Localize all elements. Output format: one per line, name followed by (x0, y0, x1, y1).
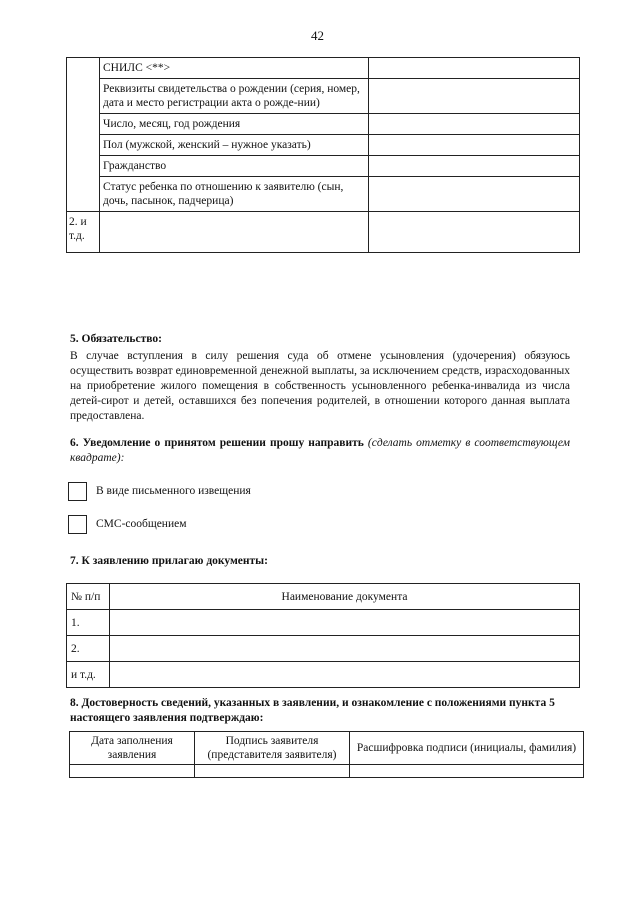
option-sms-label: СМС-сообщением (96, 518, 187, 530)
field-label-birth-certificate: Реквизиты свидетельства о рождении (серия, номер, дата и место регистрации акта о рожде-нии) (100, 79, 369, 114)
field-value-snils[interactable] (369, 58, 580, 79)
signature-table (69, 731, 584, 778)
field-label-citizenship: Гражданство (100, 156, 369, 177)
column-header-number: № п/п (67, 584, 110, 610)
field-value-citizenship[interactable] (369, 156, 580, 177)
table-header-row (67, 584, 580, 610)
section6-note: (сделать отметку в соответствующем квадрате): (70, 437, 570, 464)
table-row (70, 765, 584, 778)
table-row (67, 212, 580, 253)
signature-input-cell[interactable] (195, 765, 350, 778)
table-row (67, 58, 580, 79)
field-label-sex: Пол (мужской, женский – нужное указать) (100, 135, 369, 156)
table-row (67, 636, 580, 662)
column-header-date: Дата заполнения заявления (70, 732, 195, 765)
table-header-row (70, 732, 584, 765)
document-name-cell[interactable] (110, 662, 580, 688)
field-value-birth-certificate[interactable] (369, 79, 580, 114)
column-header-document-name: Наименование документа (110, 584, 580, 610)
option-written-notice-label: В виде письменного извещения (96, 485, 251, 497)
table-row (67, 177, 580, 212)
table-row (67, 662, 580, 688)
field-label-birth-date: Число, месяц, год рождения (100, 114, 369, 135)
row-number-cell (67, 58, 100, 212)
signature-decode-input-cell[interactable] (350, 765, 584, 778)
field-label-child-status: Статус ребенка по отношению к заявителю (сын, дочь, пасынок, падчерица) (100, 177, 369, 212)
field-value-sex[interactable] (369, 135, 580, 156)
column-header-signature: Подпись заявителя (представителя заявителя) (195, 732, 350, 765)
section7-title: 7. К заявлению прилагаю документы: (70, 555, 268, 567)
table-row (67, 114, 580, 135)
column-header-signature-decode: Расшифровка подписи (инициалы, фамилия) (350, 732, 584, 765)
section8-title: 8. Достоверность сведений, указанных в заявлении, и ознакомление с положениями пункта 5 настоящего заявления подтверждаю: (70, 697, 555, 724)
checkbox-sms[interactable] (68, 515, 87, 534)
document-row-number: и т.д. (67, 662, 110, 688)
document-row-number: 2. (67, 636, 110, 662)
section6-heading (70, 436, 570, 466)
page-number: 42 (311, 28, 324, 43)
field-label-snils: СНИЛС <**> (100, 58, 369, 79)
field-value-empty[interactable] (369, 212, 580, 253)
table-row (67, 610, 580, 636)
document-name-cell[interactable] (110, 636, 580, 662)
section5-title: 5. Обязательство: (70, 333, 162, 345)
field-value-birth-date[interactable] (369, 114, 580, 135)
field-value-child-status[interactable] (369, 177, 580, 212)
checkbox-written-notice[interactable] (68, 482, 87, 501)
field-label-empty[interactable] (100, 212, 369, 253)
date-input-cell[interactable] (70, 765, 195, 778)
table-row (67, 79, 580, 114)
table-row (67, 156, 580, 177)
document-row-number: 1. (67, 610, 110, 636)
table-row (67, 135, 580, 156)
document-name-cell[interactable] (110, 610, 580, 636)
section6-title: 6. Уведомление о принятом решении прошу направить (70, 437, 364, 449)
row-number-cell: 2. и т.д. (67, 212, 100, 253)
documents-table (66, 583, 580, 688)
child-info-table (66, 57, 580, 253)
section5-text: В случае вступления в силу решения суда об отмене усыновления (удочерения) обязуюсь осуществить возврат единовременной денежной выплаты, за исключением средств, израсходованных на приобретение жилого помещения в собственность усыновленного ребенка-инвалида из числа детей-сирот и детей, оставшихся без попечения родителей, в отношении которого данная выплата предоставлена. (70, 350, 570, 422)
